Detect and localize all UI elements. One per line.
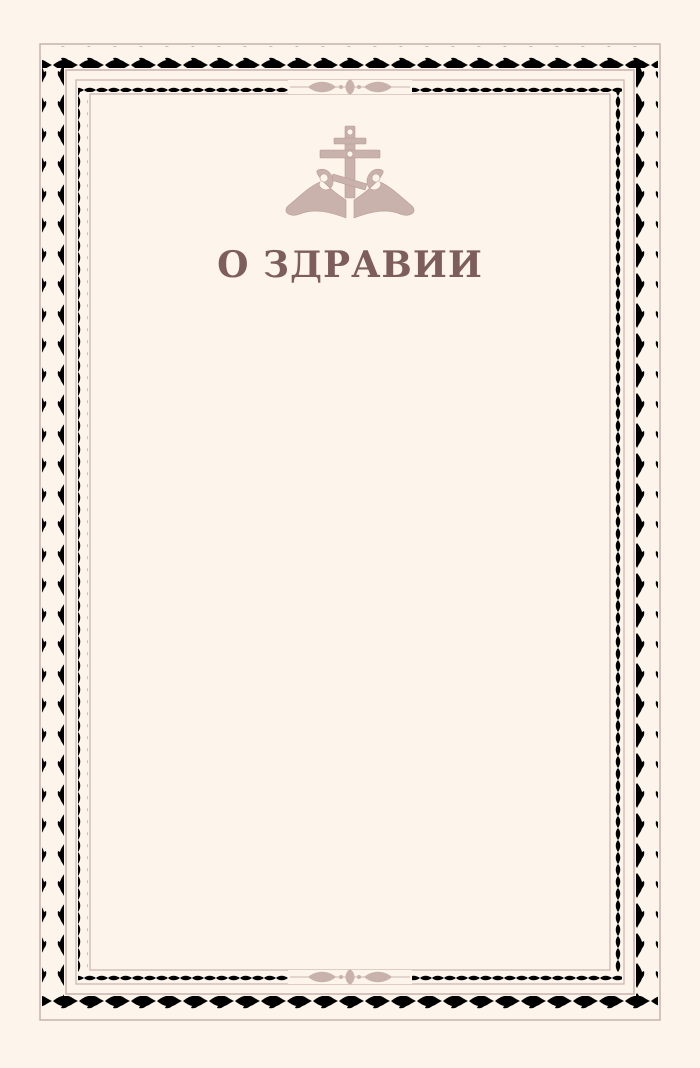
bottom-center-ornament: [288, 969, 412, 985]
names-writing-area[interactable]: [92, 310, 608, 960]
page-title: О ЗДРАВИИ: [217, 244, 483, 286]
top-center-ornament: [288, 79, 412, 95]
